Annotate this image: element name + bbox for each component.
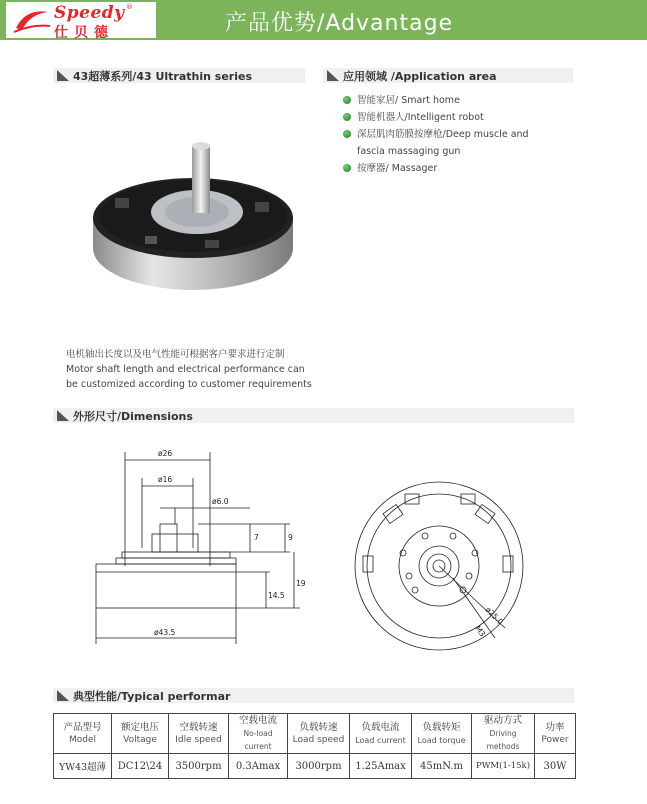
- table-cell: 1.25Amax: [350, 754, 412, 779]
- table-header-cell: 空载转速 Idle speed: [169, 714, 229, 754]
- table-cell: 30W: [535, 754, 576, 779]
- table-header-cell: 负载转速 Load speed: [288, 714, 350, 754]
- bullet-icon: [343, 96, 351, 104]
- list-item: 按摩器/ Massager: [343, 160, 643, 177]
- customization-note: 电机轴出长度以及电气性能可根据客户要求进行定制 Motor shaft length and electrical performance can be customized according to customer requirements: [66, 349, 312, 390]
- logo-text: Speedy: [54, 3, 125, 23]
- triangle-icon: [57, 410, 69, 421]
- table-header-cell: 负载转矩 Load torque: [412, 714, 472, 754]
- side-view-drawing: [70, 438, 320, 658]
- list-item: 深层肌肉筋膜按摩枪/Deep muscle and fascia massaging gun: [343, 126, 557, 160]
- table-header-row: [54, 714, 576, 754]
- dim-d16: ø16: [158, 475, 173, 484]
- section-bar-product: [53, 68, 305, 83]
- section-title-performance: 典型性能/Typical performar: [73, 690, 231, 703]
- dim-h7: 7: [254, 533, 259, 542]
- dim-m3: M3: [473, 623, 488, 639]
- table-cell: PWM(1-15k): [472, 754, 535, 779]
- table-header-cell: 驱动方式 Driving methods: [472, 714, 535, 754]
- brand-logo: [6, 2, 156, 41]
- table-header-cell: 功率 Power: [535, 714, 576, 754]
- table-cell: 3500rpm: [169, 754, 229, 779]
- section-title-application: 应用领域 /Application area: [343, 70, 497, 83]
- triangle-icon: [327, 70, 339, 81]
- section-title-dimensions: 外形尺寸/Dimensions: [73, 410, 193, 423]
- section-title-product: 43超薄系列/43 Ultrathin series: [73, 70, 253, 83]
- dim-d43-5: ø43.5: [154, 628, 176, 637]
- triangle-icon: [57, 70, 69, 81]
- table-header-cell: 产品型号 Model: [54, 714, 112, 754]
- page-title: 产品优势/Advantage: [225, 11, 454, 36]
- registered-mark: ®: [126, 3, 133, 11]
- bullet-icon: [343, 130, 351, 138]
- table-cell: 3000rpm: [288, 754, 350, 779]
- table-header-cell: 额定电压 Voltage: [112, 714, 169, 754]
- logo-chinese: 仕贝德: [54, 25, 114, 41]
- table-header-cell: 负载电流 Load current: [350, 714, 412, 754]
- motor-photo: [85, 140, 305, 330]
- dim-h14-5: 14.5: [268, 591, 285, 600]
- spec-table: [53, 713, 576, 779]
- logo-swoosh-icon: [12, 6, 52, 36]
- table-header-cell: 空载电流 No-load current: [229, 714, 288, 754]
- dim-h19: 19: [296, 579, 306, 588]
- list-item: 智能家居/ Smart home: [343, 92, 643, 109]
- top-view-drawing: [345, 478, 545, 668]
- page-header: [0, 0, 647, 40]
- triangle-icon: [57, 690, 69, 701]
- bullet-icon: [343, 113, 351, 121]
- section-bar-application: [323, 68, 573, 83]
- dim-d25: ø25.0: [483, 605, 506, 627]
- dim-h9: 9: [288, 533, 293, 542]
- bullet-icon: [343, 164, 351, 172]
- section-bar-dimensions: [53, 408, 574, 423]
- application-list: [343, 92, 643, 177]
- table-cell: YW43超薄: [54, 754, 112, 779]
- table-cell: 0.3Amax: [229, 754, 288, 779]
- dim-d6: ø6.0: [212, 497, 229, 506]
- table-cell: DC12\24: [112, 754, 169, 779]
- table-row: [54, 754, 576, 779]
- dim-d26: ø26: [158, 449, 173, 458]
- table-cell: 45mN.m: [412, 754, 472, 779]
- section-bar-performance: [53, 688, 574, 703]
- list-item: 智能机器人/Intelligent robot: [343, 109, 643, 126]
